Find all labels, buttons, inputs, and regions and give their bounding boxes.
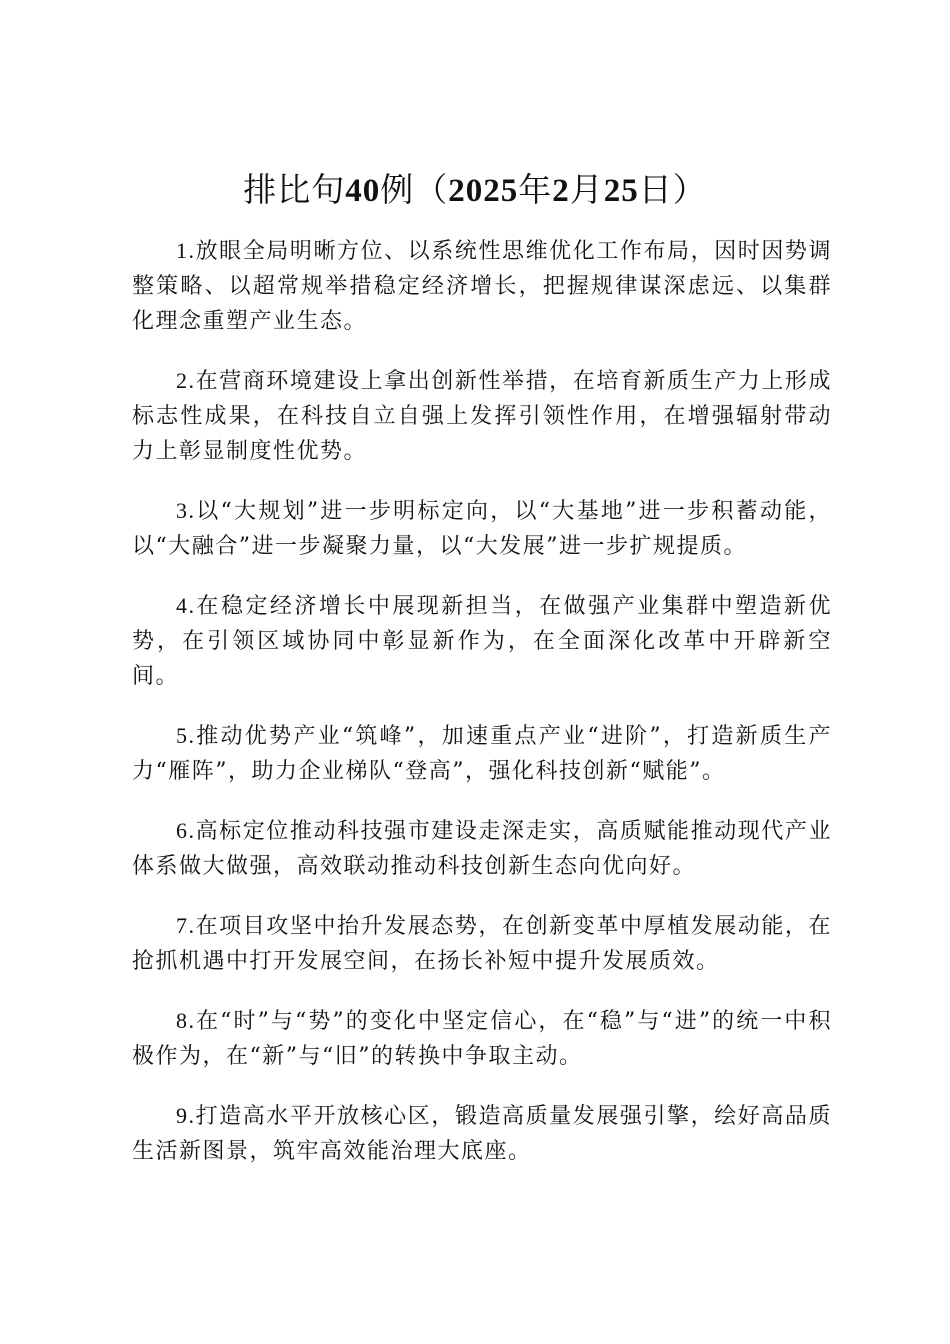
- paragraph-text: 在项目攻坚中抬升发展态势，在创新变革中厚植发展动能，在抢抓机遇中打开发展空间，在扬长补短中提升发展质效。: [132, 914, 832, 974]
- paragraph-text: 推动优势产业“筑峰”，加速重点产业“进阶”，打造新质生产力“雁阵”，助力企业梯队“登高”，强化科技创新“赋能”。: [132, 724, 832, 784]
- title-text-a: 排比句: [243, 170, 346, 209]
- paragraph-number: 5.: [176, 723, 196, 748]
- paragraph: [132, 908, 832, 979]
- paragraph-number: 8.: [176, 1008, 196, 1033]
- paragraph-number: 2.: [176, 368, 196, 393]
- paragraph-number: 3.: [176, 498, 196, 523]
- paragraph-number: 6.: [176, 818, 196, 843]
- document-title: [0, 166, 950, 215]
- paragraph: [132, 1098, 832, 1169]
- paragraph-text: 打造高水平开放核心区，锻造高质量发展强引擎，绘好高品质生活新图景，筑牢高效能治理大底座。: [132, 1104, 832, 1164]
- paragraph-text: 高标定位推动科技强市建设走深走实，高质赋能推动现代产业体系做大做强，高效联动推动科技创新生态向优向好。: [132, 819, 832, 879]
- paragraph-text: 在稳定经济增长中展现新担当，在做强产业集群中塑造新优势，在引领区域协同中彰显新作为，在全面深化改革中开辟新空间。: [132, 594, 832, 689]
- title-day: 25: [603, 173, 639, 209]
- paragraph-number: 7.: [176, 913, 196, 938]
- title-year: 2025: [448, 173, 519, 209]
- paragraph: [132, 718, 832, 789]
- title-text-i: 日）: [638, 170, 707, 209]
- paragraph: [132, 493, 832, 564]
- title-text-e: 年: [518, 170, 553, 209]
- title-text-c: 例（: [380, 170, 449, 209]
- paragraph-text: 在营商环境建设上拿出创新性举措，在培育新质生产力上形成标志性成果，在科技自立自强上发挥引领性作用，在增强辐射带动力上彰显制度性优势。: [132, 369, 832, 464]
- title-text-g: 月: [569, 170, 604, 209]
- paragraph-number: 4.: [176, 593, 196, 618]
- paragraph: [132, 588, 832, 694]
- paragraph: [132, 363, 832, 469]
- paragraph-text: 以“大规划”进一步明标定向，以“大基地”进一步积蓄动能，以“大融合”进一步凝聚力量，以“大发展”进一步扩规提质。: [132, 499, 832, 559]
- title-month: 2: [552, 173, 570, 209]
- paragraph-text: 放眼全局明晰方位、以系统性思维优化工作布局，因时因势调整策略、以超常规举措稳定经济增长，把握规律谋深虑远、以集群化理念重塑产业生态。: [132, 239, 832, 334]
- paragraph: [132, 233, 832, 339]
- paragraph: [132, 813, 832, 884]
- paragraph-text: 在“时”与“势”的变化中坚定信心，在“稳”与“进”的统一中积极作为，在“新”与“旧”的转换中争取主动。: [132, 1009, 832, 1069]
- paragraph-number: 1.: [176, 238, 196, 263]
- paragraph: [132, 1003, 832, 1074]
- document-body: [132, 233, 832, 1193]
- paragraph-number: 9.: [176, 1103, 196, 1128]
- title-count: 40: [345, 173, 381, 209]
